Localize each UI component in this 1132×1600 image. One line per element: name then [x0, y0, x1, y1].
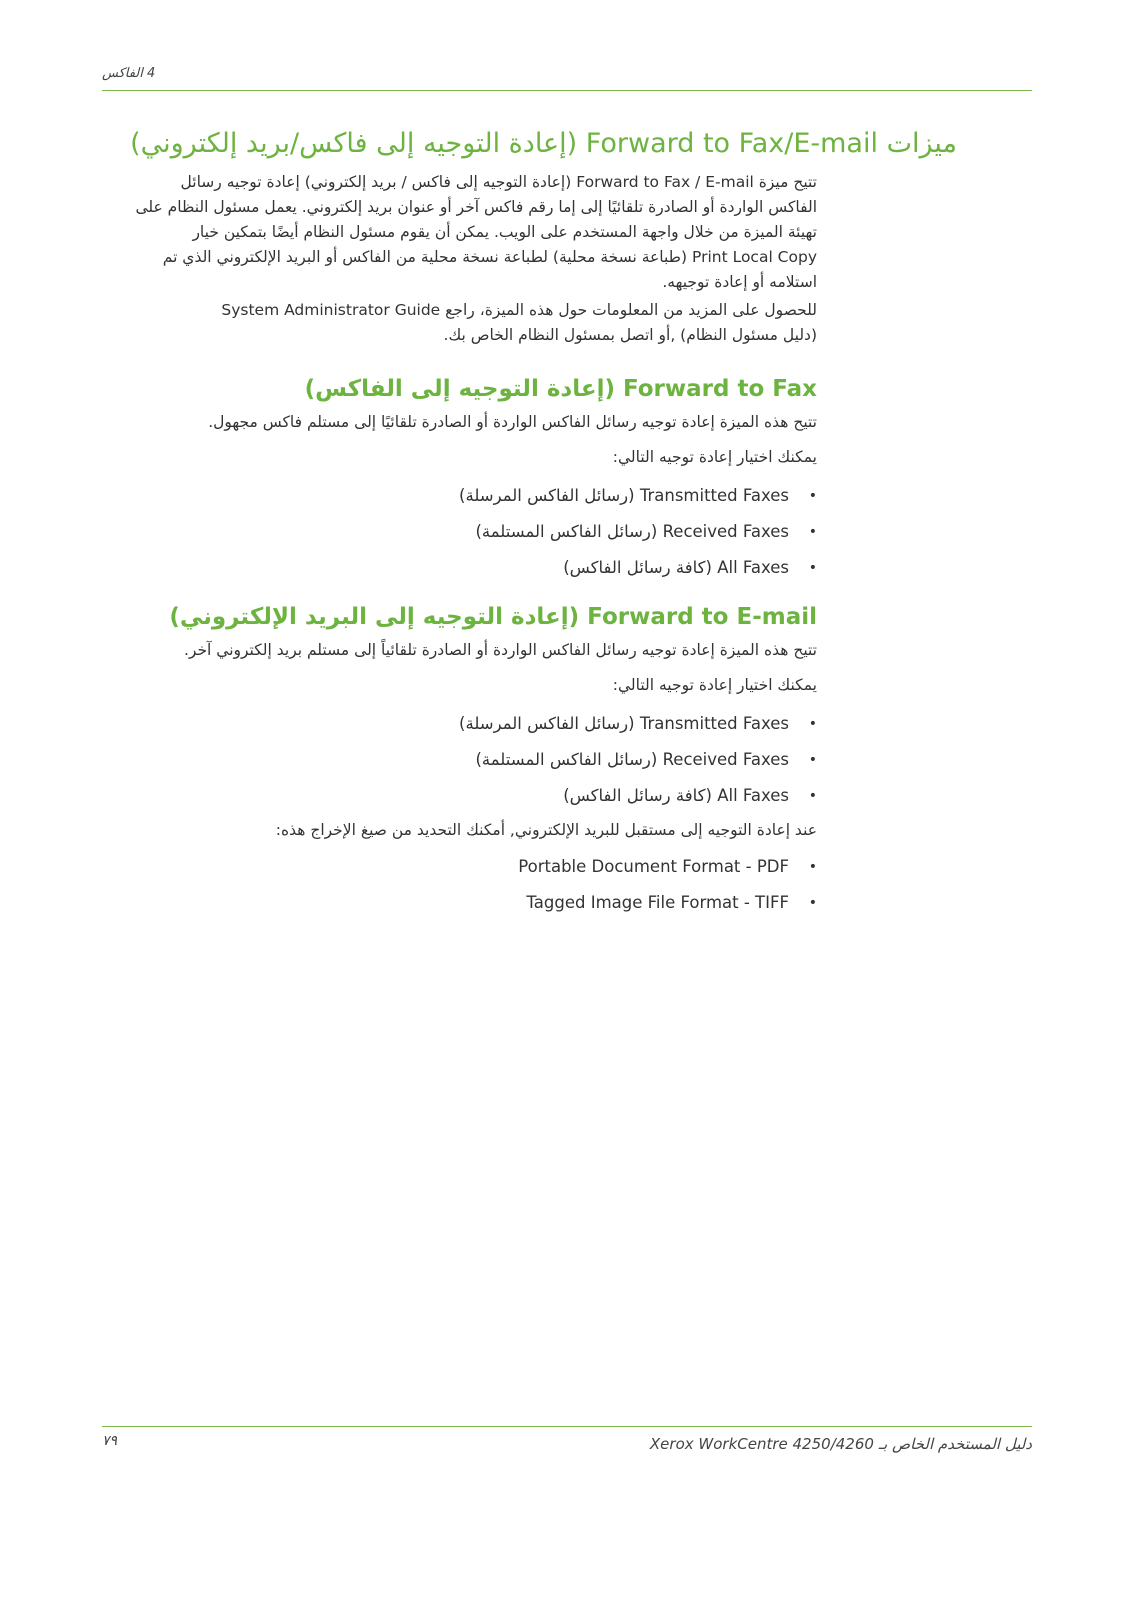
- intro-line: تهيئة الميزة من خلال واجهة المستخدم على الويب. يمكن أن يقوم مسئول النظام أيضًا بتمكين خيار: [192, 223, 817, 241]
- bullet-icon: •: [808, 788, 817, 804]
- section-choose-text: يمكنك اختيار إعادة توجيه التالي:: [612, 448, 817, 466]
- format-label: Tagged Image File Format - TIFF: [526, 893, 789, 912]
- option-label: Transmitted Faxes (رسائل الفاكس المرسلة): [459, 714, 789, 733]
- list-item: [117, 849, 817, 885]
- format-label: Portable Document Format - PDF: [518, 857, 789, 876]
- more-info-line: (دليل مسئول النظام) ,أو اتصل بمسئول النظام الخاص بك.: [443, 326, 817, 344]
- section-title-forward-to-fax: Forward to Fax (إعادة التوجيه إلى الفاكس): [304, 376, 817, 402]
- intro-line: استلامه أو إعادة توجيهه.: [662, 273, 817, 291]
- list-item: [117, 706, 817, 742]
- intro-line: تتيح ميزة Forward to Fax / E-mail (إعادة التوجيه إلى فاكس / بريد إلكتروني) إعادة توجيه رسائل: [180, 173, 817, 191]
- bullet-icon: •: [808, 752, 817, 768]
- guide-title: دليل المستخدم الخاص بـ Xerox WorkCentre 4250/4260: [649, 1435, 1032, 1453]
- page-number: ٧٩: [102, 1433, 118, 1449]
- bullet-icon: •: [808, 488, 817, 504]
- list-item: [117, 778, 817, 814]
- bullet-icon: •: [808, 859, 817, 875]
- section-choose-text: يمكنك اختيار إعادة توجيه التالي:: [612, 676, 817, 694]
- list-item: [117, 742, 817, 778]
- format-list: [117, 849, 817, 921]
- option-label: Received Faxes (رسائل الفاكس المستلمة): [475, 522, 789, 541]
- list-item: [117, 885, 817, 921]
- section-description: تتيح هذه الميزة إعادة توجيه رسائل الفاكس الواردة أو الصادرة تلقائياً إلى مستلم بريد إلكتروني آخر.: [183, 641, 817, 659]
- list-item: [117, 478, 817, 514]
- option-label: Received Faxes (رسائل الفاكس المستلمة): [475, 750, 789, 769]
- email-options-list: [117, 706, 817, 814]
- bullet-icon: •: [808, 716, 817, 732]
- page-header: [102, 62, 1032, 91]
- option-label: All Faxes (كافة رسائل الفاكس): [563, 786, 789, 805]
- forward-to-email-section: [117, 604, 817, 921]
- page-footer: [102, 1426, 1032, 1453]
- page-title: ميزات Forward to Fax/E-mail (إعادة التوجيه إلى فاكس/بريد إلكتروني): [130, 128, 957, 159]
- fax-options-list: [117, 478, 817, 586]
- bullet-icon: •: [808, 524, 817, 540]
- intro-section: [117, 170, 817, 295]
- list-item: [117, 514, 817, 550]
- forward-to-fax-section: [117, 376, 817, 586]
- section-description: تتيح هذه الميزة إعادة توجيه رسائل الفاكس الواردة أو الصادرة تلقائيًا إلى مستلم فاكس مجهول.: [208, 413, 817, 431]
- chapter-label: 4 الفاكس: [102, 66, 156, 81]
- option-label: Transmitted Faxes (رسائل الفاكس المرسلة): [459, 486, 789, 505]
- more-info-line: للحصول على المزيد من المعلومات حول هذه الميزة، راجع System Administrator Guide: [221, 301, 817, 319]
- format-intro: عند إعادة التوجيه إلى مستقبل للبريد الإلكتروني, أمكنك التحديد من صيغ الإخراج هذه:: [275, 821, 817, 839]
- intro-line: الفاكس الواردة أو الصادرة تلقائيًا إلى إما رقم فاكس آخر أو عنوان بريد إلكتروني. يعمل مسئول النظام على: [135, 198, 817, 216]
- intro-line: Print Local Copy (طباعة نسخة محلية) لطباعة نسخة محلية من الفاكس أو البريد الإلكتروني الذي تم: [162, 248, 817, 266]
- option-label: All Faxes (كافة رسائل الفاكس): [563, 558, 789, 577]
- more-info-section: [117, 298, 817, 348]
- section-title-forward-to-email: Forward to E-mail (إعادة التوجيه إلى البريد الإلكتروني): [169, 604, 817, 630]
- list-item: [117, 550, 817, 586]
- bullet-icon: •: [808, 560, 817, 576]
- bullet-icon: •: [808, 895, 817, 911]
